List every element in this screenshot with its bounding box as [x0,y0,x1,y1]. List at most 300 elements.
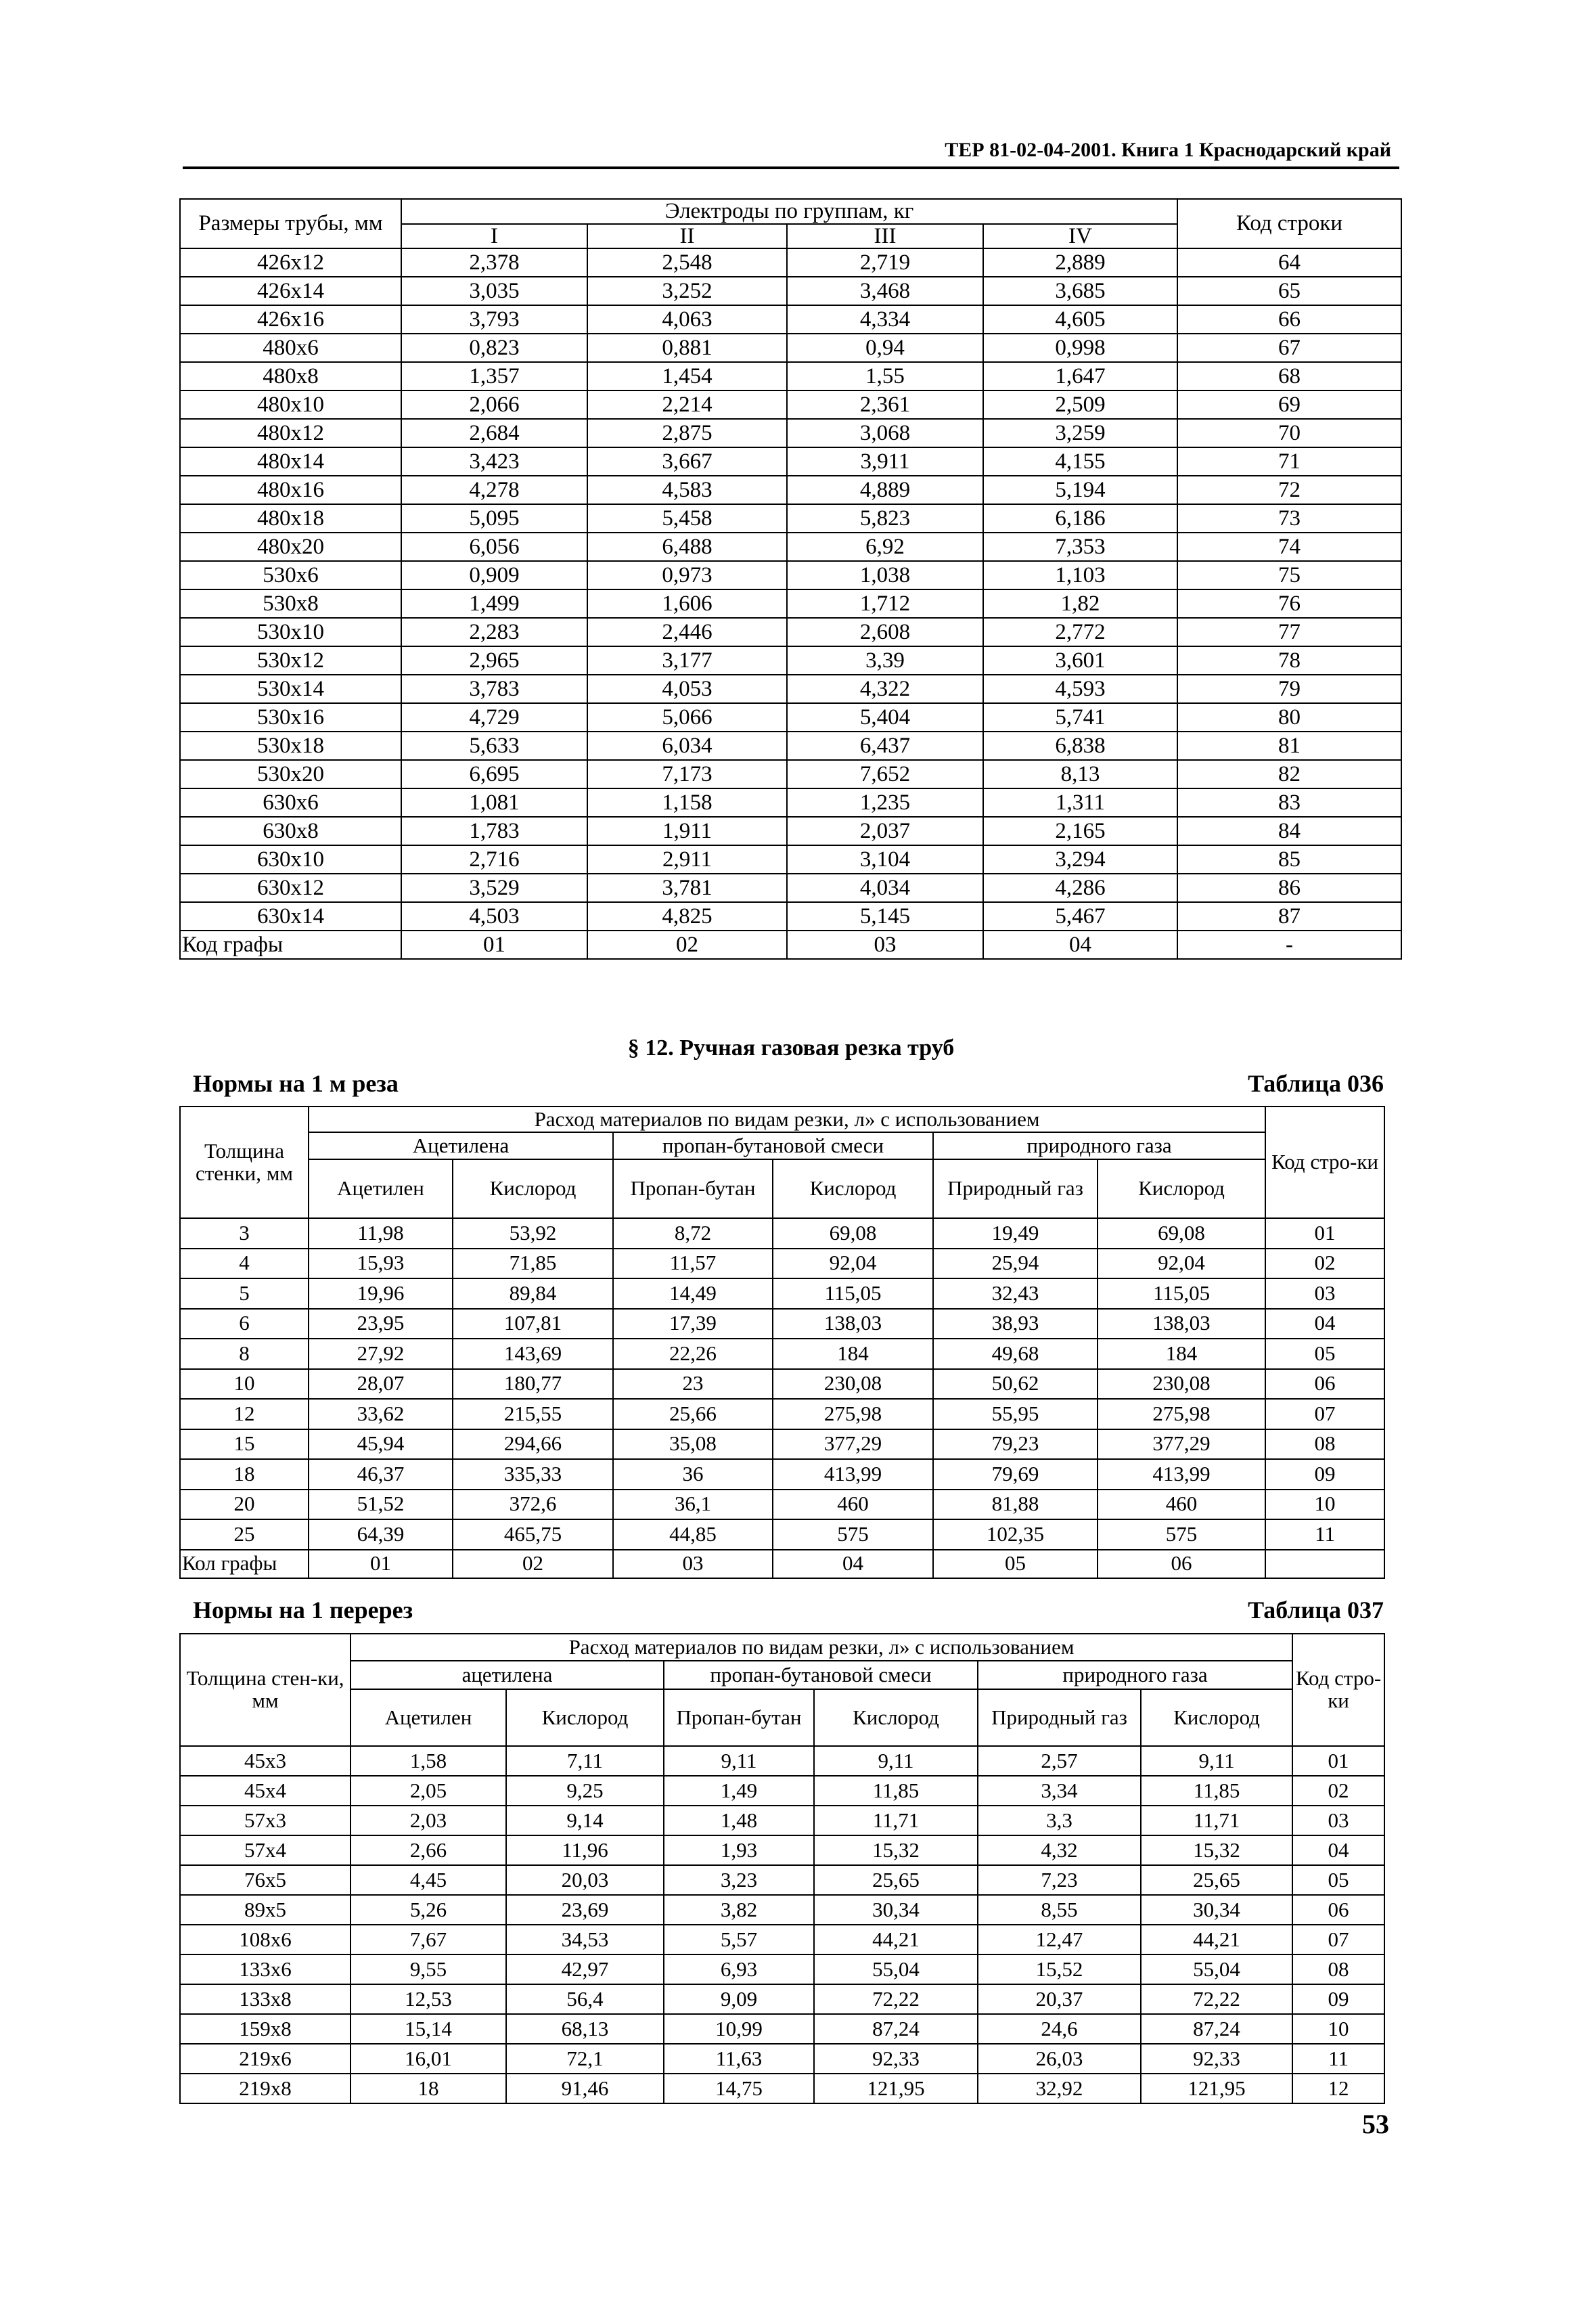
gas-cutting-per-meter-table [179,1106,1385,1579]
table-cell: 530x6 [180,561,401,589]
table-cell: 6 [180,1309,309,1339]
table-cell: 6,056 [401,533,587,561]
table-cell: 4,503 [401,902,587,931]
table-cell: 372,6 [453,1490,613,1520]
table-row [180,675,1401,703]
table-cell: 45x4 [180,1776,351,1806]
table-cell: 5,467 [983,902,1177,931]
header-oxygen: Кислород [1141,1689,1292,1746]
table-037-caption: Нормы на 1 перерез [193,1596,413,1624]
header-natural-gas: Природный газ [933,1159,1098,1218]
table-cell: 55,04 [1141,1954,1292,1984]
table-cell: 67 [1177,334,1401,362]
table-cell: 20,03 [506,1865,664,1895]
header-acetylene-group: ацетилена [351,1661,664,1689]
table-cell: 630x12 [180,874,401,902]
table-cell: 4,729 [401,703,587,732]
table-cell: 9,25 [506,1776,664,1806]
table-cell: 30,34 [814,1895,978,1925]
table-cell: 15 [180,1429,309,1460]
table-cell: 11 [1265,1519,1384,1550]
header-propane-butane: Пропан-бутан [664,1689,814,1746]
table-row [180,1984,1384,2014]
table-cell: 215,55 [453,1399,613,1429]
table-cell: 2,05 [351,1776,506,1806]
column-code-row [180,931,1401,959]
table-cell: 28,07 [309,1369,453,1400]
table-cell: 64 [1177,248,1401,277]
table-row [180,1806,1384,1835]
table-cell: 11,85 [1141,1776,1292,1806]
header-natural-gas: Природный газ [978,1689,1141,1746]
table-row [180,476,1401,504]
table-cell: 11,63 [664,2044,814,2074]
header-oxygen: Кислород [1098,1159,1265,1218]
table-cell: 7,23 [978,1865,1141,1895]
header-oxygen: Кислород [506,1689,664,1746]
table-cell: 11,96 [506,1835,664,1865]
table-cell: 7,67 [351,1925,506,1954]
table-cell: 2,378 [401,248,587,277]
table-cell: 0,909 [401,561,587,589]
table-cell: 78 [1177,646,1401,675]
table-cell: 09 [1265,1459,1384,1490]
table-cell: 184 [773,1339,933,1369]
table-cell: 12 [180,1399,309,1429]
table-cell: 4,155 [983,447,1177,476]
table-cell: 8 [180,1339,309,1369]
table-cell: 230,08 [1098,1369,1265,1400]
table-cell: 12 [1292,2074,1384,2103]
header-acetylene: Ацетилен [351,1689,506,1746]
table-cell: 630x8 [180,817,401,845]
table-cell: 426x12 [180,248,401,277]
table-cell: 10,99 [664,2014,814,2044]
table-cell: 4,32 [978,1835,1141,1865]
table-cell: 12,47 [978,1925,1141,1954]
footer-cell: 03 [613,1550,773,1578]
table-cell: 83 [1177,788,1401,817]
table-cell: 42,97 [506,1954,664,1984]
table-cell: 275,98 [773,1399,933,1429]
header-wall-thickness: Толщина стенки, мм [180,1107,309,1218]
table-cell: 460 [1098,1490,1265,1520]
table-cell: 4,278 [401,476,587,504]
table-cell: 38,93 [933,1309,1098,1339]
table-cell: 1,038 [787,561,983,589]
table-row [180,334,1401,362]
table-cell: 25,65 [1141,1865,1292,1895]
table-cell: 180,77 [453,1369,613,1400]
table-cell: 5,194 [983,476,1177,504]
table-cell: 1,82 [983,589,1177,618]
table-cell: 57x4 [180,1835,351,1865]
table-cell: 1,911 [587,817,787,845]
table-cell: 3,529 [401,874,587,902]
table-cell: 11,57 [613,1249,773,1279]
table-cell: 9,11 [664,1746,814,1776]
table-cell: 33,62 [309,1399,453,1429]
table-cell: 6,93 [664,1954,814,1984]
table-row [180,788,1401,817]
table-row [180,1339,1384,1369]
table-cell: 73 [1177,504,1401,533]
table-cell: 70 [1177,419,1401,447]
table-cell: 02 [1292,1776,1384,1806]
table-cell: 121,95 [1141,2074,1292,2103]
table-cell: 5,741 [983,703,1177,732]
table-cell: 72 [1177,476,1401,504]
table-cell: 55,04 [814,1954,978,1984]
table-cell: 9,09 [664,1984,814,2014]
table-row [180,874,1401,902]
table-cell: 3,34 [978,1776,1141,1806]
table-cell: 4,889 [787,476,983,504]
table-cell: 44,21 [1141,1925,1292,1954]
table-cell: 2,911 [587,845,787,874]
table-row [180,1490,1384,1520]
footer-cell: 02 [587,931,787,959]
footer-cell: Код графы [180,931,401,959]
footer-cell: 04 [983,931,1177,959]
table-cell: 1,647 [983,362,1177,390]
table-cell: 480x6 [180,334,401,362]
header-group-3: III [787,224,983,249]
table-cell: 530x20 [180,760,401,788]
table-cell: 69,08 [1098,1218,1265,1249]
table-cell: 1,311 [983,788,1177,817]
electrodes-table [179,198,1402,960]
table-cell: 07 [1292,1925,1384,1954]
table-cell: 3,82 [664,1895,814,1925]
table-cell: 0,998 [983,334,1177,362]
table-cell: 530x18 [180,732,401,760]
table-cell: 1,606 [587,589,787,618]
footer-cell: - [1177,931,1401,959]
table-cell: 413,99 [773,1459,933,1490]
table-cell: 11,98 [309,1218,453,1249]
footer-cell: 01 [401,931,587,959]
table-cell: 30,34 [1141,1895,1292,1925]
table-cell: 79,69 [933,1459,1098,1490]
table-cell: 3,035 [401,277,587,305]
table-cell: 75 [1177,561,1401,589]
table-cell: 01 [1265,1218,1384,1249]
table-cell: 56,4 [506,1984,664,2014]
table-cell: 23 [613,1369,773,1400]
table-cell: 22,26 [613,1339,773,1369]
table-row [180,1895,1384,1925]
table-cell: 15,93 [309,1249,453,1279]
table-cell: 219x6 [180,2044,351,2074]
table-cell: 2,608 [787,618,983,646]
table-cell: 102,35 [933,1519,1098,1550]
table-cell: 2,684 [401,419,587,447]
table-row [180,1746,1384,1776]
table-cell: 8,13 [983,760,1177,788]
table-cell: 05 [1292,1865,1384,1895]
header-propane-group: пропан-бутановой смеси [664,1661,978,1689]
table-cell: 17,39 [613,1309,773,1339]
table-cell: 3,781 [587,874,787,902]
table-cell: 12,53 [351,1984,506,2014]
table-cell: 06 [1265,1369,1384,1400]
table-cell: 65 [1177,277,1401,305]
table-cell: 5,633 [401,732,587,760]
table-cell: 6,034 [587,732,787,760]
table-row [180,1399,1384,1429]
table-cell: 1,081 [401,788,587,817]
table-cell: 575 [1098,1519,1265,1550]
table-cell: 16,01 [351,2044,506,2074]
table-cell: 2,66 [351,1835,506,1865]
table-cell: 44,21 [814,1925,978,1954]
table-cell: 7,11 [506,1746,664,1776]
table-cell: 2,548 [587,248,787,277]
table-cell: 2,875 [587,419,787,447]
table-cell: 6,838 [983,732,1177,760]
table-cell: 32,43 [933,1278,1098,1309]
table-cell: 294,66 [453,1429,613,1460]
table-cell: 1,158 [587,788,787,817]
table-cell: 36 [613,1459,773,1490]
header-row-code: Код строки [1177,199,1401,248]
table-cell: 2,037 [787,817,983,845]
table-cell: 133x8 [180,1984,351,2014]
table-row [180,419,1401,447]
table-cell: 8,55 [978,1895,1141,1925]
table-cell: 79 [1177,675,1401,703]
footer-cell: 05 [933,1550,1098,1578]
header-acetylene-group: Ацетилена [309,1132,613,1159]
table-cell: 2,772 [983,618,1177,646]
table-cell: 25 [180,1519,309,1550]
table-cell: 413,99 [1098,1459,1265,1490]
table-row [180,1218,1384,1249]
table-cell: 530x12 [180,646,401,675]
table-row [180,561,1401,589]
header-acetylene: Ацетилен [309,1159,453,1218]
table-cell: 36,1 [613,1490,773,1520]
section-title: § 12. Ручная газовая резка труб [627,1035,955,1060]
table-cell: 530x10 [180,618,401,646]
table-cell: 219x8 [180,2074,351,2103]
table-cell: 0,881 [587,334,787,362]
table-cell: 480x14 [180,447,401,476]
header-propane-butane: Пропан-бутан [613,1159,773,1218]
table-cell: 19,49 [933,1218,1098,1249]
table-row [180,1249,1384,1279]
table-cell: 10 [180,1369,309,1400]
table-cell: 6,186 [983,504,1177,533]
table-cell: 0,973 [587,561,787,589]
table-cell: 2,719 [787,248,983,277]
table-row [180,447,1401,476]
table-cell: 09 [1292,1984,1384,2014]
table-cell: 2,165 [983,817,1177,845]
table-cell: 4,45 [351,1865,506,1895]
table-cell: 4,286 [983,874,1177,902]
table-cell: 107,81 [453,1309,613,1339]
table-cell: 3,685 [983,277,1177,305]
table-row [180,845,1401,874]
table-cell: 34,53 [506,1925,664,1954]
header-electrode-groups: Электроды по группам, кг [401,199,1177,224]
table-cell: 230,08 [773,1369,933,1400]
table-037-number: Таблица 037 [1248,1596,1384,1624]
table-row [180,1519,1384,1550]
table-cell: 11,71 [814,1806,978,1835]
table-cell: 07 [1265,1399,1384,1429]
table-cell: 377,29 [773,1429,933,1460]
table-cell: 3,177 [587,646,787,675]
page-number: 53 [1362,2109,1389,2139]
table-cell: 9,55 [351,1954,506,1984]
table-cell: 0,94 [787,334,983,362]
table-036-number: Таблица 036 [1248,1070,1384,1097]
table-cell: 7,353 [983,533,1177,561]
table-cell: 5,066 [587,703,787,732]
table-row [180,1459,1384,1490]
table-cell: 1,48 [664,1806,814,1835]
table-cell: 2,03 [351,1806,506,1835]
header-row-code: Код стро-ки [1292,1634,1384,1746]
table-cell: 50,62 [933,1369,1098,1400]
table-cell: 04 [1292,1835,1384,1865]
table-row [180,504,1401,533]
header-wall-thickness: Толщина стен-ки, мм [180,1634,351,1746]
table-cell: 15,32 [1141,1835,1292,1865]
table-cell: 26,03 [978,2044,1141,2074]
table-cell: 81 [1177,732,1401,760]
table-cell: 5,458 [587,504,787,533]
table-cell: 45,94 [309,1429,453,1460]
table-cell: 9,11 [814,1746,978,1776]
column-code-row [180,1550,1384,1578]
table-cell: 377,29 [1098,1429,1265,1460]
table-row [180,589,1401,618]
header-oxygen: Кислород [773,1159,933,1218]
table-row [180,1776,1384,1806]
table-cell: 8,72 [613,1218,773,1249]
table-cell: 3,783 [401,675,587,703]
table-cell: 03 [1265,1278,1384,1309]
table-row [180,902,1401,931]
table-cell: 20,37 [978,1984,1141,2014]
table-cell: 23,69 [506,1895,664,1925]
table-cell: 82 [1177,760,1401,788]
header-material-consumption: Расход материалов по видам резки, л» с использованием [309,1107,1265,1132]
footer-cell: 01 [309,1550,453,1578]
table-cell: 2,509 [983,390,1177,419]
table-row [180,2044,1384,2074]
table-cell: 05 [1265,1339,1384,1369]
header-natural-gas-group: природного газа [978,1661,1292,1689]
table-cell: 64,39 [309,1519,453,1550]
table-cell: 6,437 [787,732,983,760]
table-cell: 87 [1177,902,1401,931]
table-cell: 5,823 [787,504,983,533]
footer-cell: 03 [787,931,983,959]
table-cell: 3,3 [978,1806,1141,1835]
table-cell: 77 [1177,618,1401,646]
table-cell: 11,71 [1141,1806,1292,1835]
table-cell: 92,33 [814,2044,978,2074]
table-cell: 275,98 [1098,1399,1265,1429]
table-cell: 72,22 [1141,1984,1292,2014]
table-cell: 6,695 [401,760,587,788]
table-cell: 2,214 [587,390,787,419]
table-cell: 44,85 [613,1519,773,1550]
table-cell: 7,173 [587,760,787,788]
table-cell: 2,716 [401,845,587,874]
table-cell: 4,605 [983,305,1177,334]
table-cell: 480x20 [180,533,401,561]
running-header: ТЕР 81-02-04-2001. Книга 1 Краснодарский край [945,139,1391,161]
table-cell: 9,11 [1141,1746,1292,1776]
header-natural-gas-group: природного газа [933,1132,1265,1159]
table-cell: 15,32 [814,1835,978,1865]
table-row [180,703,1401,732]
table-cell: 115,05 [1098,1278,1265,1309]
table-row [180,1954,1384,1984]
table-cell: 530x8 [180,589,401,618]
table-cell: 32,92 [978,2074,1141,2103]
header-group-1: I [401,224,587,249]
table-cell: 89x5 [180,1895,351,1925]
table-cell: 630x14 [180,902,401,931]
table-cell: 3,068 [787,419,983,447]
table-cell: 184 [1098,1339,1265,1369]
table-cell: 5,145 [787,902,983,931]
table-cell: 480x18 [180,504,401,533]
table-cell: 57x3 [180,1806,351,1835]
table-cell: 630x10 [180,845,401,874]
table-cell: 68,13 [506,2014,664,2044]
table-cell: 5,095 [401,504,587,533]
table-cell: 4,593 [983,675,1177,703]
table-cell: 15,14 [351,2014,506,2044]
footer-cell [1265,1550,1384,1578]
table-row [180,533,1401,561]
table-cell: 2,965 [401,646,587,675]
header-oxygen: Кислород [814,1689,978,1746]
footer-cell: 04 [773,1550,933,1578]
table-cell: 92,04 [773,1249,933,1279]
table-cell: 4,322 [787,675,983,703]
table-cell: 3,252 [587,277,787,305]
table-cell: 3,793 [401,305,587,334]
table-cell: 24,6 [978,2014,1141,2044]
table-cell: 80 [1177,703,1401,732]
table-cell: 74 [1177,533,1401,561]
table-cell: 3,104 [787,845,983,874]
table-cell: 9,14 [506,1806,664,1835]
table-cell: 426x14 [180,277,401,305]
table-cell: 480x10 [180,390,401,419]
table-cell: 79,23 [933,1429,1098,1460]
table-cell: 25,66 [613,1399,773,1429]
table-cell: 4 [180,1249,309,1279]
table-row [180,390,1401,419]
table-cell: 25,65 [814,1865,978,1895]
table-cell: 4,334 [787,305,983,334]
table-cell: 1,454 [587,362,787,390]
table-cell: 480x8 [180,362,401,390]
table-cell: 426x16 [180,305,401,334]
table-cell: 2,361 [787,390,983,419]
table-cell: 480x16 [180,476,401,504]
